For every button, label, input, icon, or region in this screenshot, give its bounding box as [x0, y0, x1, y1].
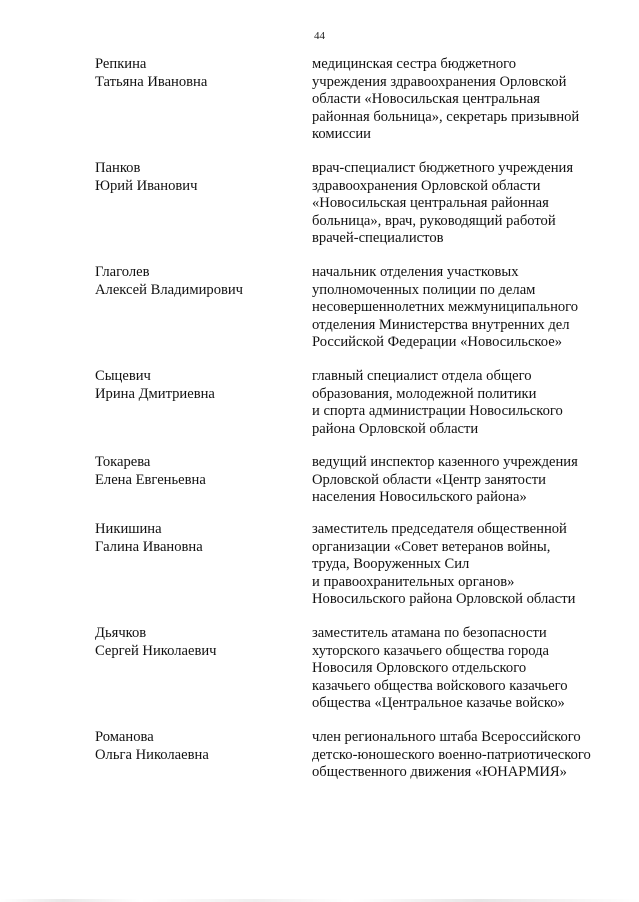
member-name: [95, 625, 295, 660]
role-line: детско-юношеского военно-патриотического: [312, 746, 591, 763]
member-name: [95, 264, 295, 299]
member-given-names: Юрий Иванович: [95, 177, 198, 194]
role-line: уполномоченных полиции по делам: [312, 281, 536, 298]
role-line: здравоохранения Орловской области: [312, 177, 541, 194]
member-given-names: Татьяна Ивановна: [95, 73, 208, 90]
role-line: казачьего общества войскового казачьего: [312, 677, 568, 694]
member-role: [312, 729, 622, 782]
member-role: [312, 521, 622, 609]
role-line: врачей-специалистов: [312, 230, 444, 247]
role-line: и спорта администрации Новосильского: [312, 403, 563, 420]
member-name: [95, 454, 295, 489]
member-given-names: Ольга Николаевна: [95, 746, 209, 763]
role-line: населения Новосильского района»: [312, 489, 527, 506]
role-line: хуторского казачьего общества города: [312, 642, 550, 659]
role-line: заместитель председателя общественной: [312, 521, 567, 537]
member-given-names: Галина Ивановна: [95, 538, 203, 555]
role-line: района Орловской области: [312, 420, 479, 437]
role-line: области «Новосильская центральная: [312, 91, 540, 108]
role-line: и правоохранительных органов»: [312, 573, 515, 590]
role-line: заместитель атамана по безопасности: [312, 625, 547, 641]
member-surname: Романова: [95, 729, 154, 745]
member-surname: Глаголев: [95, 264, 150, 280]
member-given-names: Елена Евгеньевна: [95, 471, 206, 488]
role-line: общества «Центральное казачье войско»: [312, 695, 565, 712]
role-line: несовершеннолетних межмуниципального: [312, 299, 579, 316]
member-name: [95, 368, 295, 403]
member-role: [312, 454, 622, 507]
role-line: больница», врач, руководящий работой: [312, 212, 556, 229]
role-line: труда, Вооруженных Сил: [312, 556, 470, 573]
role-line: Новосильского района Орловской области: [312, 591, 576, 608]
member-surname: Никишина: [95, 521, 162, 537]
member-surname: Сыцевич: [95, 368, 151, 384]
member-surname: Панков: [95, 160, 141, 176]
role-line: врач-специалист бюджетного учреждения: [312, 160, 574, 176]
member-given-names: Алексей Владимирович: [95, 281, 244, 298]
member-role: [312, 368, 622, 438]
role-line: организации «Совет ветеранов войны,: [312, 538, 551, 555]
role-line: Новосиля Орловского отдельского: [312, 660, 527, 677]
role-line: «Новосильская центральная районная: [312, 195, 549, 212]
role-line: ведущий инспектор казенного учреждения: [312, 454, 578, 470]
role-line: образования, молодежной политики: [312, 385, 537, 402]
role-line: комиссии: [312, 126, 371, 143]
member-role: [312, 625, 622, 713]
role-line: учреждения здравоохранения Орловской: [312, 73, 567, 90]
member-role: [312, 264, 622, 352]
role-line: отделения Министерства внутренних дел: [312, 316, 570, 333]
member-role: [312, 56, 622, 144]
role-line: общественного движения «ЮНАРМИЯ»: [312, 764, 567, 781]
role-line: главный специалист отдела общего: [312, 368, 532, 384]
member-role: [312, 160, 622, 248]
member-name: [95, 729, 295, 764]
role-line: Орловской области «Центр занятости: [312, 471, 546, 488]
member-name: [95, 160, 295, 195]
role-line: районная больница», секретарь призывной: [312, 108, 580, 125]
role-line: член регионального штаба Всероссийского: [312, 729, 581, 745]
member-given-names: Ирина Дмитриевна: [95, 385, 215, 402]
role-line: Российской Федерации «Новосильское»: [312, 334, 563, 351]
role-line: начальник отделения участковых: [312, 264, 519, 280]
member-surname: Репкина: [95, 56, 147, 72]
member-name: [95, 56, 295, 91]
member-name: [95, 521, 295, 556]
role-line: медицинская сестра бюджетного: [312, 56, 517, 72]
page-number: 44: [314, 30, 325, 42]
member-surname: Токарева: [95, 454, 151, 470]
member-given-names: Сергей Николаевич: [95, 642, 217, 659]
member-surname: Дьячков: [95, 625, 147, 641]
